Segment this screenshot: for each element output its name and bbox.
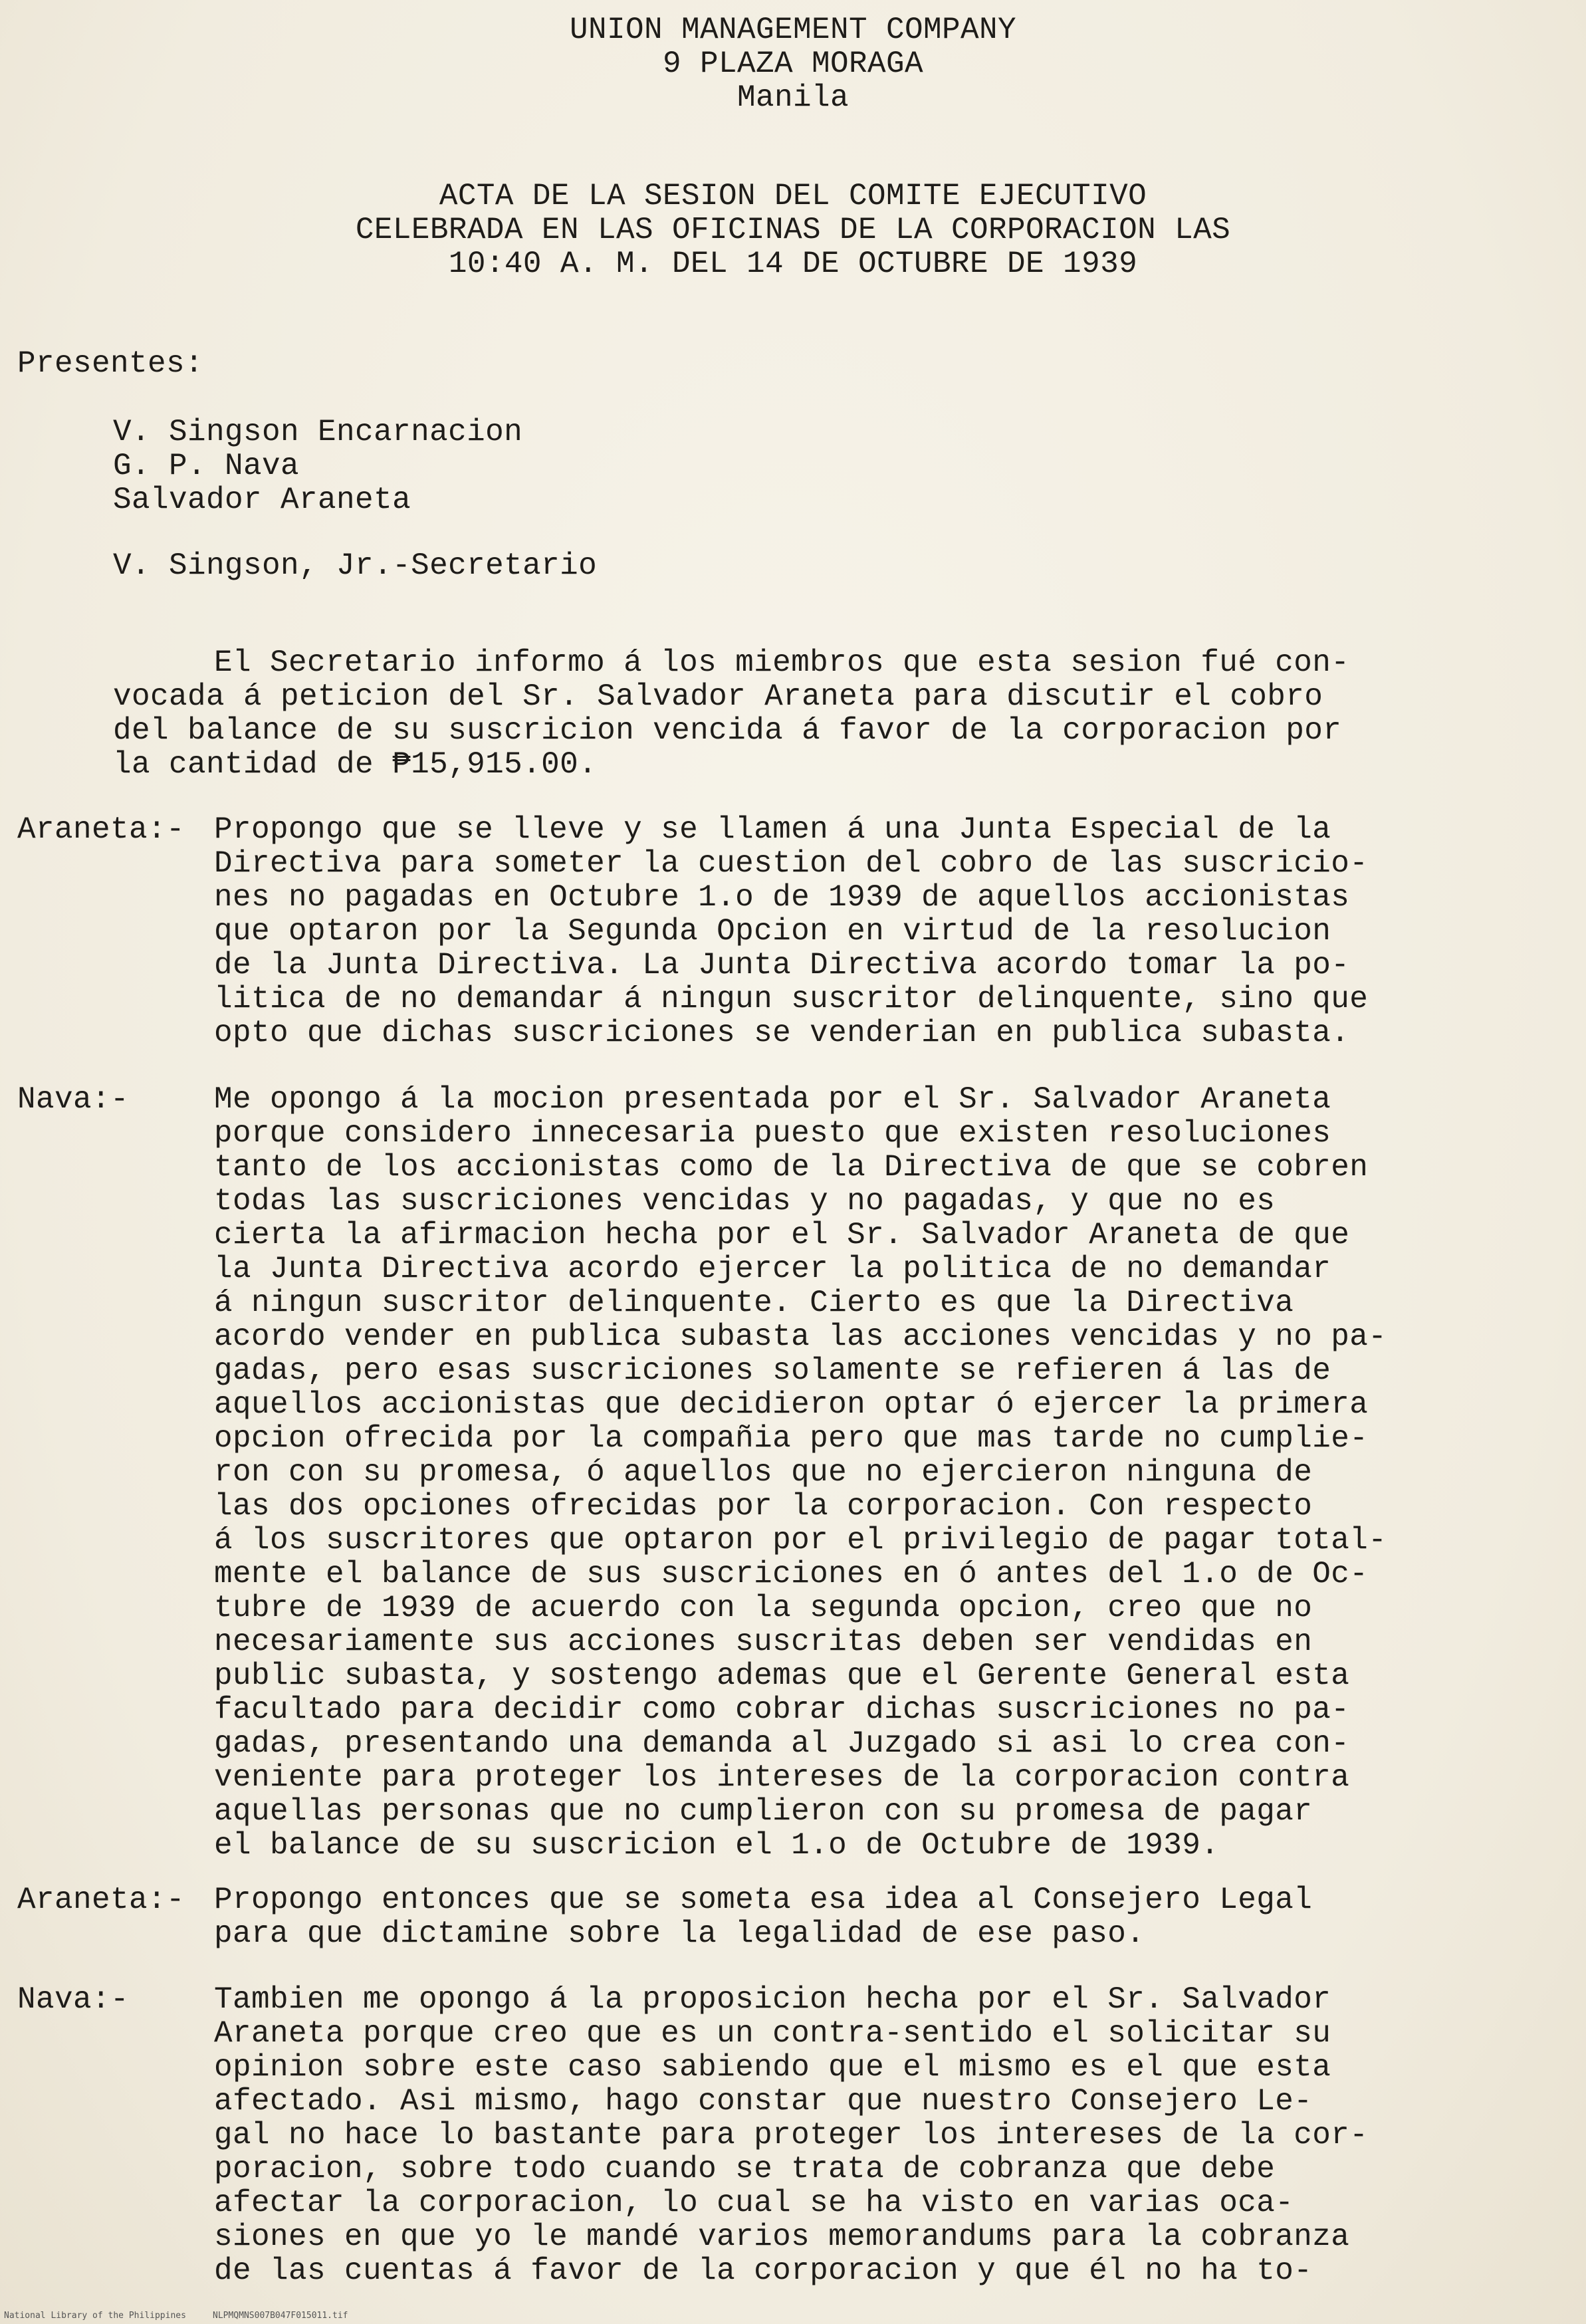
minutes-line: de las cuentas á favor de la corporacion y que él no ha to- [214,2254,1313,2288]
minutes-line: Araneta porque creo que es un contra-sentido el solicitar su [214,2016,1331,2051]
minutes-line: afectado. Asi mismo, hago constar que nuestro Consejero Le- [214,2084,1313,2119]
intro-line: del balance de su suscricion vencida á favor de la corporacion por [113,713,1342,748]
attendees-label: Presentes: [17,346,204,381]
minutes-line: mente el balance de sus suscriciones en ó antes del 1.o de Oc- [214,1557,1369,1591]
minutes-line: Me opongo á la mocion presentada por el Sr. Salvador Araneta [214,1082,1331,1117]
minutes-line: aquellos accionistas que decidieron optar ó ejercer la primera [214,1387,1369,1422]
speaker-label: Araneta:- [17,1883,185,1917]
minutes-line: opcion ofrecida por la compañia pero que mas tarde no cumplie- [214,1421,1369,1456]
minutes-line: tubre de 1939 de acuerdo con la segunda opcion, creo que no [214,1591,1313,1625]
intro-line: El Secretario informo á los miembros que esta sesion fué con- [214,645,1350,680]
minutes-line: Propongo entonces que se someta esa idea al Consejero Legal [214,1883,1313,1917]
speaker-label: Araneta:- [17,812,185,847]
archive-credit: National Library of the Philippines [4,2311,186,2321]
intro-line: vocada á peticion del Sr. Salvador Araneta para discutir el cobro [113,679,1323,714]
minutes-line: todas las suscriciones vencidas y no pagadas, y que no es [214,1184,1276,1219]
minutes-line: Propongo que se lleve y se llamen á una Junta Especial de la [214,812,1331,847]
minutes-line: porque considero innecesaria puesto que existen resoluciones [214,1116,1331,1151]
minutes-line: facultado para decidir como cobrar dichas suscriciones no pa- [214,1692,1350,1727]
minutes-line: á ningun suscritor delinquente. Cierto es que la Directiva [214,1286,1294,1320]
minutes-line: cierta la afirmacion hecha por el Sr. Salvador Araneta de que [214,1218,1350,1252]
speaker-label: Nava:- [17,1982,130,2017]
minutes-line: opto que dichas suscriciones se venderian en publica subasta. [214,1016,1350,1050]
speaker-label: Nava:- [17,1082,130,1117]
secretary-name: V. Singson, Jr.-Secretario [113,548,598,583]
attendee-name: G. P. Nava [113,449,300,483]
minutes-line: siones en que yo le mandé varios memorandums para la cobranza [214,2220,1350,2254]
minutes-line: veniente para proteger los intereses de la corporacion contra [214,1760,1350,1795]
minutes-line: public subasta, y sostengo ademas que el Gerente General esta [214,1659,1350,1693]
minutes-line: Tambien me opongo á la proposicion hecha por el Sr. Salvador [214,1982,1331,2017]
company-city: Manila [736,80,850,115]
company-address: 9 PLAZA MORAGA [662,47,924,81]
company-name: UNION MANAGEMENT COMPANY [569,13,1017,47]
minutes-line: poracion, sobre todo cuando se trata de cobranza que debe [214,2152,1276,2186]
minutes-line: Directiva para someter la cuestion del cobro de las suscricio- [214,846,1369,881]
minutes-title-line-3: 10:40 A. M. DEL 14 DE OCTUBRE DE 1939 [448,247,1138,281]
attendee-name: V. Singson Encarnacion [113,415,523,449]
minutes-line: gadas, presentando una demanda al Juzgado si asi lo crea con- [214,1726,1350,1761]
minutes-line: ron con su promesa, ó aquellos que no ejercieron ninguna de [214,1455,1313,1490]
minutes-line: para que dictamine sobre la legalidad de ese paso. [214,1917,1145,1951]
minutes-line: opinion sobre este caso sabiendo que el mismo es el que esta [214,2050,1331,2085]
minutes-line: aquellas personas que no cumplieron con su promesa de pagar [214,1794,1313,1829]
minutes-line: las dos opciones ofrecidas por la corporacion. Con respecto [214,1489,1313,1524]
minutes-line: que optaron por la Segunda Opcion en virtud de la resolucion [214,914,1331,949]
minutes-title-line-1: ACTA DE LA SESION DEL COMITE EJECUTIVO [439,179,1147,213]
minutes-line: el balance de su suscricion el 1.o de Octubre de 1939. [214,1828,1220,1863]
minutes-line: afectar la corporacion, lo cual se ha visto en varias oca- [214,2186,1294,2220]
minutes-line: gadas, pero esas suscriciones solamente se refieren á las de [214,1353,1331,1388]
minutes-line: tanto de los accionistas como de la Directiva de que se cobren [214,1150,1369,1185]
minutes-line: á los suscritores que optaron por el privilegio de pagar total- [214,1523,1387,1558]
minutes-title-line-2: CELEBRADA EN LAS OFICINAS DE LA CORPORACION LAS [355,213,1231,247]
attendee-name: Salvador Araneta [113,483,411,517]
scan-footer [0,2308,1586,2324]
intro-line: la cantidad de ₱15,915.00. [113,747,598,782]
minutes-line: litica de no demandar á ningun suscritor delinquente, sino que [214,982,1369,1016]
scan-filename: NLPMQMNS007B047F015011.tif [213,2311,348,2321]
minutes-line: necesariamente sus acciones suscritas deben ser vendidas en [214,1625,1313,1659]
minutes-line: gal no hace lo bastante para proteger los intereses de la cor- [214,2118,1369,2152]
minutes-line: nes no pagadas en Octubre 1.o de 1939 de aquellos accionistas [214,880,1350,915]
minutes-line: acordo vender en publica subasta las acciones vencidas y no pa- [214,1320,1387,1354]
minutes-line: la Junta Directiva acordo ejercer la politica de no demandar [214,1252,1331,1286]
minutes-line: de la Junta Directiva. La Junta Directiva acordo tomar la po- [214,948,1350,983]
